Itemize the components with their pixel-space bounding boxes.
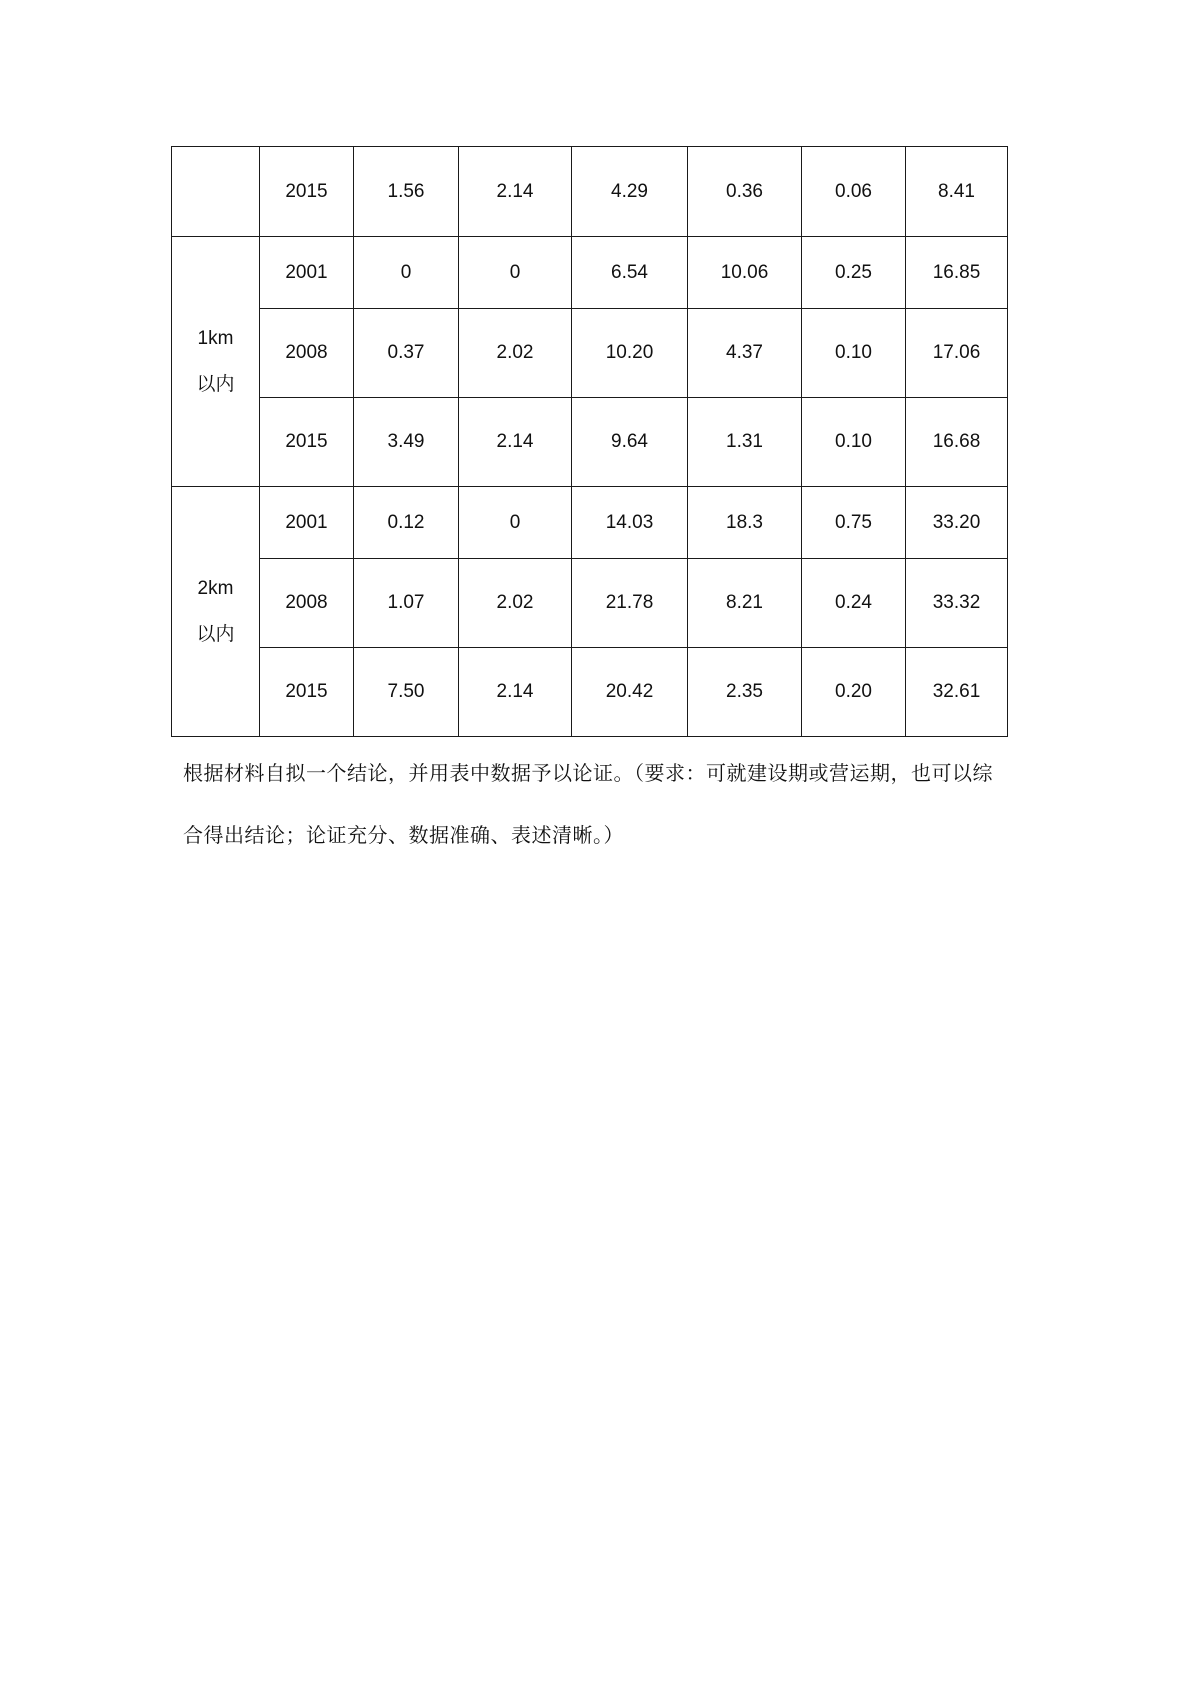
value-cell: 2.02: [459, 309, 572, 398]
value-cell: 0: [459, 487, 572, 559]
value-cell: 1.07: [354, 559, 459, 648]
table-row: [172, 237, 1008, 309]
value-cell: 21.78: [572, 559, 688, 648]
value-cell: 1.31: [688, 398, 802, 487]
year-cell: 2015: [260, 147, 354, 237]
group-label-line1: 2km: [197, 577, 234, 599]
value-cell: 6.54: [572, 237, 688, 309]
group-cell-empty: [172, 147, 260, 237]
value-cell: 10.06: [688, 237, 802, 309]
year-cell: 2001: [260, 237, 354, 309]
value-cell: 0.24: [802, 559, 906, 648]
value-cell: 0.20: [802, 648, 906, 737]
year-cell: 2015: [260, 398, 354, 487]
value-cell: 8.41: [906, 147, 1008, 237]
group-label-line2: 以内: [196, 373, 235, 395]
year-cell: 2015: [260, 648, 354, 737]
value-cell: 1.56: [354, 147, 459, 237]
value-cell: 0.36: [688, 147, 802, 237]
value-cell: 8.21: [688, 559, 802, 648]
value-cell: 33.32: [906, 559, 1008, 648]
group-label-line2: 以内: [196, 623, 235, 645]
table-row: [172, 487, 1008, 559]
value-cell: 0: [354, 237, 459, 309]
land-use-data-table: [171, 146, 1008, 737]
table-row: [172, 147, 1008, 237]
value-cell: 0.25: [802, 237, 906, 309]
value-cell: 0.37: [354, 309, 459, 398]
value-cell: 4.37: [688, 309, 802, 398]
question-text: [183, 742, 1033, 866]
value-cell: 0.06: [802, 147, 906, 237]
value-cell: 18.3: [688, 487, 802, 559]
group-label-line1: 1km: [197, 327, 234, 349]
year-cell: 2008: [260, 559, 354, 648]
value-cell: 17.06: [906, 309, 1008, 398]
value-cell: 2.35: [688, 648, 802, 737]
value-cell: 16.68: [906, 398, 1008, 487]
table-row: [172, 648, 1008, 737]
question-line-1: 根据材料自拟一个结论，并用表中数据予以论证。（要求：可就建设期或营运期，也可以综: [183, 761, 993, 785]
value-cell: 0.10: [802, 398, 906, 487]
value-cell: 4.29: [572, 147, 688, 237]
value-cell: 2.02: [459, 559, 572, 648]
value-cell: 0.10: [802, 309, 906, 398]
value-cell: 10.20: [572, 309, 688, 398]
value-cell: 20.42: [572, 648, 688, 737]
value-cell: 2.14: [459, 648, 572, 737]
value-cell: 2.14: [459, 398, 572, 487]
value-cell: 0.12: [354, 487, 459, 559]
table-row: [172, 309, 1008, 398]
value-cell: 0: [459, 237, 572, 309]
value-cell: 2.14: [459, 147, 572, 237]
value-cell: 0.75: [802, 487, 906, 559]
table-row: [172, 559, 1008, 648]
year-cell: 2001: [260, 487, 354, 559]
year-cell: 2008: [260, 309, 354, 398]
value-cell: 16.85: [906, 237, 1008, 309]
group-cell-1km: [172, 237, 260, 487]
value-cell: 14.03: [572, 487, 688, 559]
table-row: [172, 398, 1008, 487]
group-cell-2km: [172, 487, 260, 737]
value-cell: 33.20: [906, 487, 1008, 559]
value-cell: 9.64: [572, 398, 688, 487]
question-line-2: 合得出结论；论证充分、数据准确、表述清晰。）: [183, 823, 624, 847]
value-cell: 7.50: [354, 648, 459, 737]
value-cell: 3.49: [354, 398, 459, 487]
value-cell: 32.61: [906, 648, 1008, 737]
